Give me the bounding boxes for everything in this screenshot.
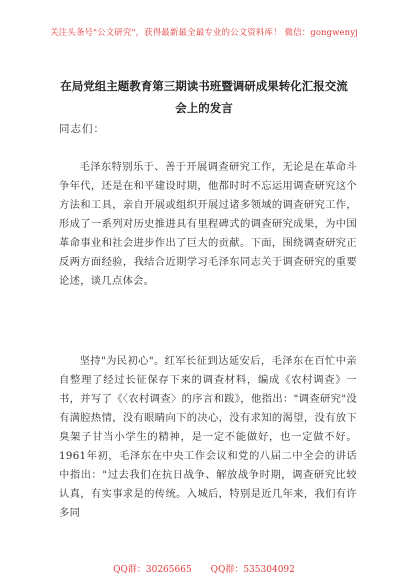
- qq-group-2: QQ群：535304092: [210, 565, 295, 575]
- salutation: 同志们：: [59, 123, 105, 135]
- footer-qq-groups: [0, 562, 408, 575]
- title-line-1: 在局党组主题教育第三期读书班暨调研成果转化汇报交流: [60, 79, 348, 93]
- qq-group-1: QQ群：30265665: [113, 565, 192, 575]
- document-title: [44, 75, 364, 119]
- promo-banner: 关注头条号"公文研究"，获得最新最全最专业的公文资料库！ 微信：gongwenyj: [50, 28, 358, 38]
- paragraph-1: 毛泽东特别乐于、善于开展调查研究工作，无论是在革命斗争年代，还是在和平建设时期，他都时时不忘运用调查研究这个方法和工具，亲自开展或组织开展过诸多领域的调查研究工作，形成了一系列对历史推进具有里程碑式的调查研究成果，为中国革命事业和社会进步作出了巨大的贡献。下面，围绕调查研究正反两方面经验，我结合近期学习毛泽东同志关于调查研究的重要论述，谈几点体会。: [59, 161, 357, 287]
- paragraph-2: 坚持"为民初心"。红军长征到达延安后，毛泽东在百忙中亲自整理了经过长征保存下来的调查材料，编成《农村调查》一书，并写了《〈农村调查〉的序言和跋》，他指出："调查研究"没有满腔热情，没有眼睛向下的决心，没有求知的渴望，没有放下臭架子甘当小学生的精神，是一定不能做好，也一定做不好。1961年初，毛泽东在中央工作会议和党的八届二中全会的讲话中指出："过去我们在抗日战争、解放战争时期，调查研究比较认真，有实事求是的传统。入城后，特别是近几年来，我们有许多同: [59, 355, 357, 519]
- title-line-2: 会上的发言: [175, 101, 233, 115]
